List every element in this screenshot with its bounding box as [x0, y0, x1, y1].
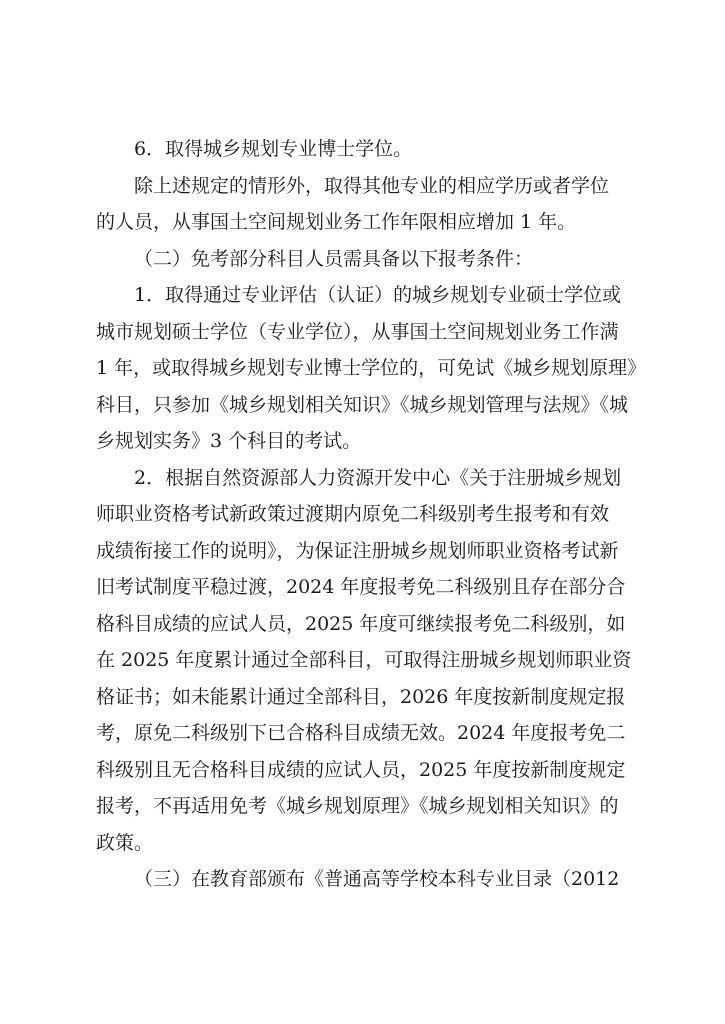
text-line: 的人员，从事国土空间规划业务工作年限相应增加 1 年。: [96, 211, 577, 233]
text-line: 6．取得城乡规划专业博士学位。: [134, 138, 413, 160]
text-line: 政策。: [96, 831, 154, 854]
text-line: 科目，只参加《城乡规划相关知识》《城乡规划管理与法规》《城: [96, 393, 629, 416]
text-line: 在 2025 年度累计通过全部科目，可取得注册城乡规划师职业资: [96, 649, 632, 671]
text-line: 2．根据自然资源部人力资源开发中心《关于注册城乡规划: [134, 466, 622, 489]
text-line: 报考，不再适用免考《城乡规划原理》《城乡规划相关知识》的: [96, 795, 619, 817]
paragraph: [96, 168, 632, 241]
document-body: [96, 131, 647, 898]
text-line: （三）在教育部颁布《普通高等学校本科专业目录（2012: [134, 868, 620, 890]
text-line: 格科目成绩的应试人员，2025 年度可继续报考免二科级别，如: [96, 612, 626, 635]
text-line: 师职业资格考试新政策过渡期内原免二科级别考生报考和有效: [96, 503, 610, 525]
text-line: 乡规划实务》3 个科目的考试。: [96, 430, 362, 452]
text-line: 格证书；如未能累计通过全部科目，2026 年度按新制度规定报: [96, 685, 626, 708]
paragraph: [96, 241, 632, 278]
text-line: 城市规划硕士学位（专业学位），从事国土空间规划业务工作满: [96, 320, 619, 343]
text-line: 1．取得通过专业评估（认证）的城乡规划专业硕士学位或: [134, 284, 622, 306]
text-line: （二）免考部分科目人员需具备以下报考条件：: [134, 247, 534, 270]
text-line: 成绩衔接工作的说明》，为保证注册城乡规划师职业资格考试新: [96, 539, 619, 562]
paragraph: [96, 277, 647, 460]
text-line: 旧考试制度平稳过渡，2024 年度报考免二科级别且存在部分合: [96, 576, 626, 598]
paragraph: [96, 460, 632, 862]
text-line: 科级别且无合格科目成绩的应试人员，2025 年度按新制度规定: [96, 758, 626, 781]
paragraph: [96, 861, 632, 898]
text-line: 除上述规定的情形外，取得其他专业的相应学历或者学位: [134, 174, 610, 197]
paragraph: [96, 131, 632, 168]
text-line: 考，原免二科级别下已合格科目成绩无效。2024 年度报考免二: [96, 722, 626, 744]
text-line: 1 年，或取得城乡规划专业博士学位的，可免试《城乡规划原理》: [96, 357, 647, 379]
